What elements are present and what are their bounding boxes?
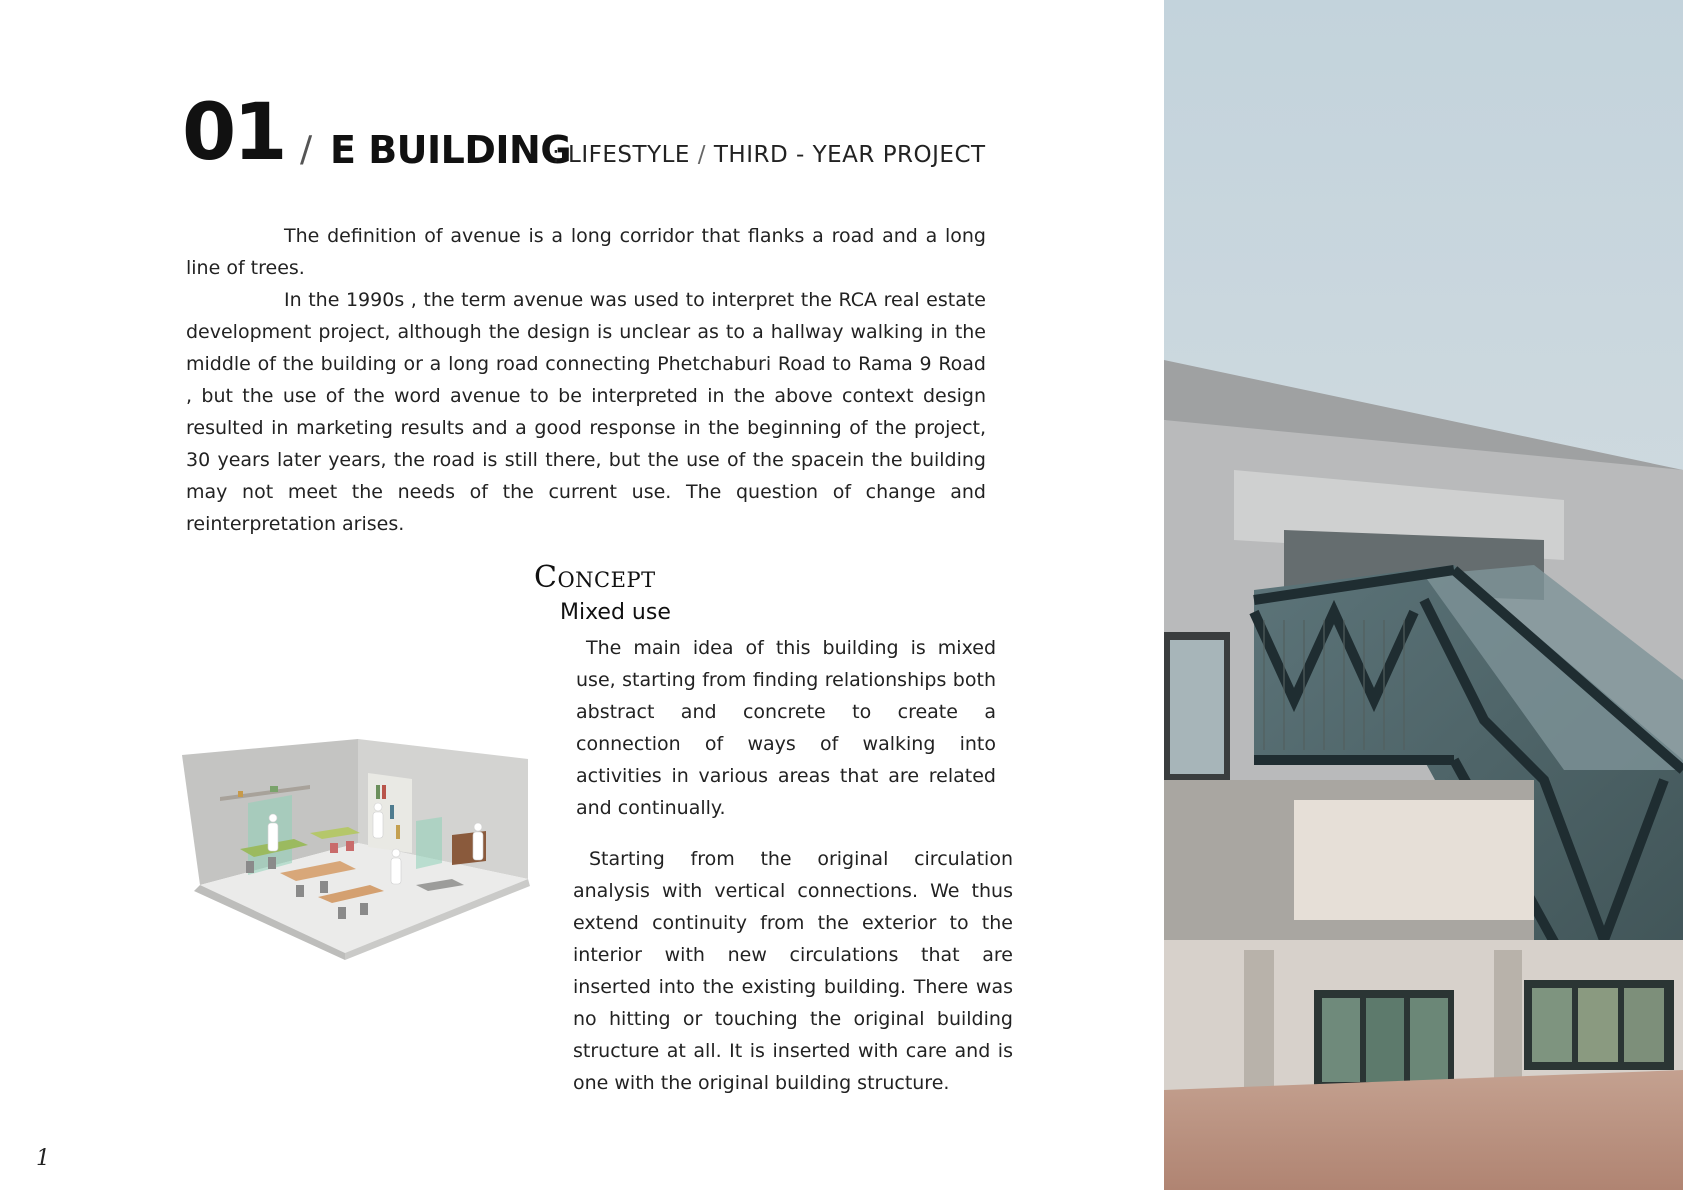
page-number: 1 — [36, 1146, 50, 1171]
concept-paragraph-1: The main idea of this building is mixed use, starting from finding relationships both abstract and concrete to create a connection of ways of walking into activities in various areas that are related and continually. — [576, 637, 996, 819]
intro-text — [186, 220, 986, 540]
subtitle-lifestyle: : LIFESTYLE — [552, 142, 690, 168]
project-subtitle — [552, 140, 986, 170]
concept-paragraph-2: Starting from the original circulation analysis with vertical connections. We thus extend continuity from the exterior to the interior with new circulations that are inserted into the existing building. There was no hitting or touching the original building structure at all. It is inserted with care and is one with the original building structure. — [573, 848, 1013, 1094]
concept-subheading: Mixed use — [560, 600, 671, 625]
room-illustration — [180, 735, 530, 960]
building-name: E BUILDING — [330, 128, 572, 172]
project-number: 01 — [182, 88, 285, 178]
subtitle-year: THIRD - YEAR PROJECT — [713, 142, 986, 168]
building-photo — [1164, 0, 1683, 1190]
concept-heading: Concept — [534, 560, 656, 595]
header-slash: / — [300, 129, 313, 170]
intro-paragraph-1: The definition of avenue is a long corridor that flanks a road and a long line of trees. — [186, 225, 986, 279]
subtitle-slash: / — [697, 142, 707, 168]
intro-paragraph-2: In the 1990s , the term avenue was used to interpret the RCA real estate development project, although the design is unclear as to a hallway walking in the middle of the building or a long road connecting Phetchaburi Road to Rama 9 Road , but the use of the word avenue to be interpreted in the above context design resulted in marketing results and a good response in the beginning of the project, 30 years later years, the road is still there, but the use of the spacein the building may not meet the needs of the current use. The question of change and reinterpretation arises. — [186, 289, 986, 535]
